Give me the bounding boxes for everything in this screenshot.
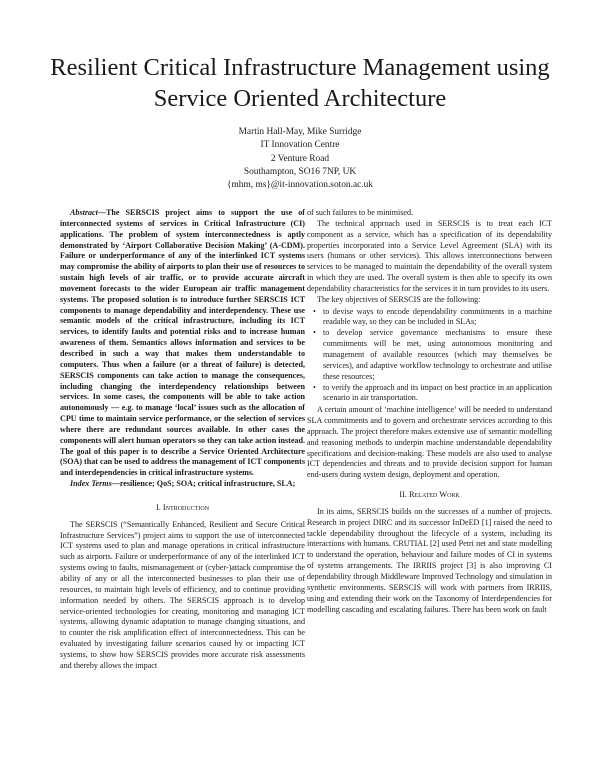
affiliation-line: IT Innovation Centre bbox=[260, 140, 340, 151]
section-heading-related-work: II. Related Work bbox=[399, 490, 460, 500]
paragraph: The technical approach used in SERSCIS is to treat each ICT component as a service, which has a specification of its dependability properties incorporated into a Service Level Agreement (SLA) with its users (humans or other services). This allows interconnections between services to be managed to maintain the dependability of the overall system in which they are used. The overall system is then able to specify its own dependability characteristics for the services it in turn provides to its users. bbox=[307, 218, 552, 293]
left-column bbox=[60, 208, 305, 672]
paragraph: In its aims, SERSCIS builds on the successes of a number of projects. Research in project DIRC and its successor InDeED [1] raised the need to tackle dependability throughout the lifecycle of a system, including its interactions with humans. CRUTIAL [2] used Petri net and state modelling to understand the operation, behaviour and failure modes of CI in systems of systems arrangements. The IRRIIS project [3] is also improving CI dependability through Middleware Improved Technology and simulation in synthetic environments. SERSCIS will work with partners from IRRIIS, using and extending their work on the Taxonomy of Interdependencies for modelling cascading and escalating failures. There has been work on fault bbox=[307, 506, 552, 614]
author-names: Martin Hall-May, Mike Surridge bbox=[238, 127, 362, 137]
paragraph: The key objectives of SERSCIS are the following: bbox=[317, 294, 481, 304]
paragraph: of such failures to be minimised. bbox=[307, 208, 414, 217]
index-terms-text: —resilience; QoS; SOA; critical infrastructure, SLA; bbox=[111, 479, 296, 489]
author-email: {mhm, ms}@it-innovation.soton.ac.uk bbox=[226, 180, 373, 191]
abstract-text: The SERSCIS project aims to support the use of interconnected systems of services in Critical Infrastructure (CI) applications. The problem of system interconnectedness is aptly demonstrated by ‘Airport Collaborative Decision Making’ (A-CDM). Failure or underperformance of any of the interlinked ICT systems may compromise the ability of airports to plan their use of resources to sustain high levels of air traffic, or to provide accurate aircraft movement forecasts to the wider European air traffic management systems. The proposed solution is to introduce further SERSCIS ICT components to manage dependability and interdependency. These use semantic models of the critical infrastructure, including its ICT services, to identify faults and potential risks and to increase human awareness of them. Semantics allows information and services to be described in such a way that makes them understandable to computers. Thus when a failure (or a threat of failure) is detected, SERSCIS components can take action to manage the consequences, including changing the interdependency relationships between services. In some cases, the components will be able to take action autonomously — e.g. to manage ‘local’ issues such as the allocation of CPU time to maintain service performance, or the selection of services where there are redundant sources available. In other cases the components will alert human operators so they can take action instead. The goal of this paper is to describe a Service Oriented Architecture (SOA) that can be used to address the management of ICT components and interdependencies in critical infrastructure systems. bbox=[60, 208, 305, 478]
affiliation-line: 2 Venture Road bbox=[270, 153, 330, 164]
list-item: • to devise ways to encode dependability commitments in a machine readable way, so they can be included in SLAs; bbox=[307, 307, 552, 329]
abstract bbox=[60, 208, 305, 479]
list-item: • to verify the approach and its impact on best practice in an application scenario in air transportation. bbox=[307, 383, 552, 405]
paragraph: A certain amount of ‘machine intelligence’ will be needed to understand SLA commitments and to govern and orchestrate services according to this approach. The project therefore makes extensive use of semantic modelling and reasoning methods to underpin machine understandable dependability specifications and decision-making. These models are also used to analyse ICT dependencies and threats and to provide decision support for human end-users during system design, deployment and operation. bbox=[307, 405, 552, 480]
author-block bbox=[150, 126, 450, 192]
paper-title bbox=[30, 52, 570, 114]
list-item: • to develop service governance mechanisms to ensure these commitments will be met, using autonomous monitoring and management of available resources (which may themselves be services), and adaptive workflow technology to orchestrate and utilise these resources; bbox=[307, 328, 552, 382]
title-line: Service Oriented Architecture bbox=[153, 85, 447, 112]
title-line: Resilient Critical Infrastructure Management using bbox=[50, 54, 550, 81]
section-heading-introduction: I. Introduction bbox=[155, 502, 210, 512]
objectives-list bbox=[307, 307, 552, 405]
index-terms bbox=[60, 479, 305, 490]
abstract-label: Abstract— bbox=[70, 208, 106, 217]
paragraph: The SERSCIS (“Semantically Enhanced, Resilient and Secure Critical Infrastructure Services”) project aims to support the use of interconnected ICT systems used to plan and manage operations in critical infrastructure such as airports. Failure or underperformance of any of the interlinked ICT systems owing to faults, mismanagement or (cyber-)attack compromise the ability of any or all the interconnected businesses to plan their use of resources, to maintain high levels of efficiency, and to continue providing information needed by others. The SERSCIS approach is to develop service-oriented technologies for creating, monitoring and managing ICT systems, allowing dynamic adaptation to manage changing situations, and to counter the risk amplification effect of interconnectedness. This can be evaluated by investigating failure scenarios caused by or impacting ICT systems, to show how SERSCIS provides more accurate risk assessments and thereby allows the impact bbox=[60, 519, 305, 670]
affiliation-line: Southampton, SO16 7NP, UK bbox=[243, 166, 357, 177]
index-terms-label: Index Terms bbox=[70, 479, 112, 489]
right-column bbox=[307, 208, 552, 615]
